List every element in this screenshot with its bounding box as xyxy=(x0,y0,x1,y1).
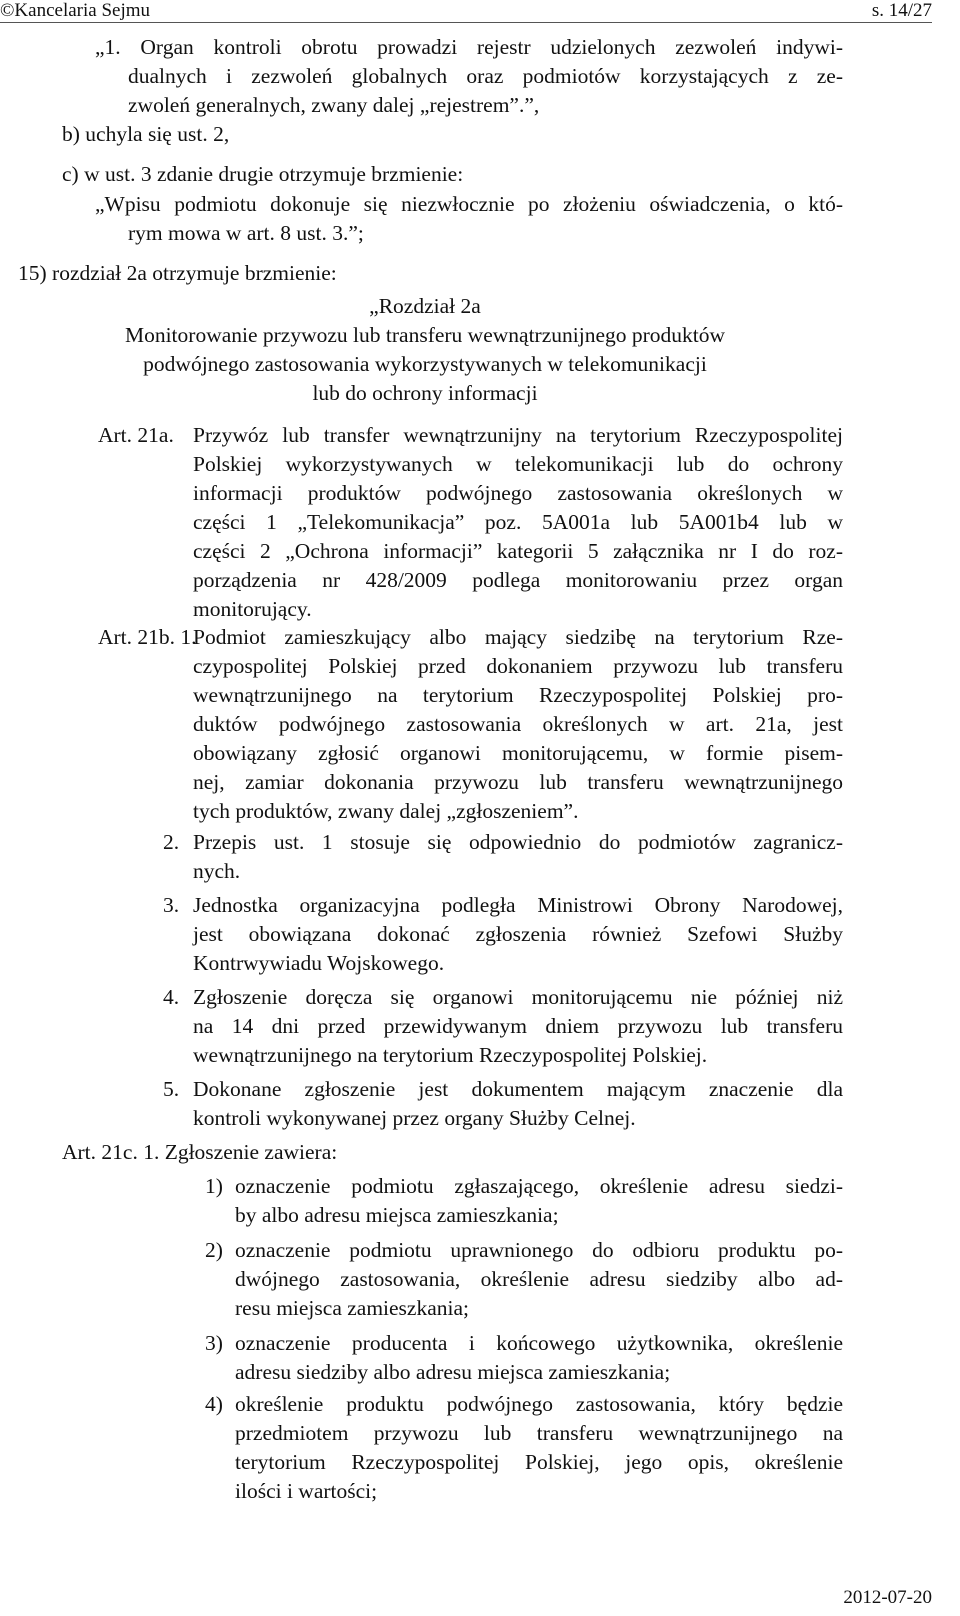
header-page-number: s. 14/27 xyxy=(871,0,932,21)
text-line: by albo adresu miejsca zamieszkania; xyxy=(235,1203,559,1227)
art-21b-label: Art. 21b. 1. xyxy=(98,625,197,649)
text-line: podwójnego zastosowania wykorzystywanych w telekomunikacji xyxy=(143,352,707,376)
text-line: nych. xyxy=(193,859,241,883)
text-line: wewnątrzunijnego na terytorium Rzeczypospolitej Polskiej pro- xyxy=(193,683,843,707)
text-line: „Wpisu podmiotu dokonuje się niezwłocznie po złożeniu oświadczenia, o któ- xyxy=(95,192,843,216)
point-c-quote xyxy=(95,190,843,248)
text-line: adresu siedziby albo adresu miejsca zamieszkania; xyxy=(235,1360,671,1384)
text-line: na 14 dni przed przewidywanym dniem przywozu lub transferu xyxy=(193,1014,843,1038)
list-item xyxy=(235,1236,843,1323)
art-21b-ust-3 xyxy=(193,891,843,978)
text-line: Monitorowanie przywozu lub transferu wewnątrzunijnego produktów xyxy=(124,323,726,347)
text-line: określenie produktu podwójnego zastosowania, który będzie xyxy=(235,1392,843,1416)
footer-date: 2012-07-20 xyxy=(843,1587,932,1608)
text-line: oznaczenie podmiotu zgłaszającego, określenie adresu siedzi- xyxy=(235,1174,843,1198)
point-15: 15) rozdział 2a otrzymuje brzmienie: xyxy=(18,261,337,285)
text-line: ilości i wartości; xyxy=(235,1479,378,1503)
text-line: tych produktów, zwany dalej „zgłoszeniem”. xyxy=(193,799,579,823)
text-line: Kontrwywiadu Wojskowego. xyxy=(193,951,445,975)
text-line: nej, zamiar dokonania przywozu lub transferu wewnątrzunijnego xyxy=(193,770,843,794)
list-item-2-num: 2) xyxy=(205,1238,223,1262)
text-line: dualnych i zezwoleń globalnych oraz podmiotów korzystających z ze- xyxy=(128,64,843,88)
text-line: Dokonane zgłoszenie jest dokumentem mającym znaczenie dla xyxy=(193,1077,843,1101)
text-line: Polskiej wykorzystywanych w telekomunikacji lub do ochrony xyxy=(193,452,843,476)
art-21a-label: Art. 21a. xyxy=(98,423,174,447)
art-21b-ust-5-num: 5. xyxy=(163,1077,180,1101)
art-21b-ust-3-num: 3. xyxy=(163,893,180,917)
header-divider xyxy=(0,22,932,23)
point-b: b) uchyla się ust. 2, xyxy=(62,122,230,146)
text-line: obowiązany zgłosić organowi monitorującemu, w formie pisem- xyxy=(193,741,843,765)
art-21a-text xyxy=(193,421,843,624)
quoted-paragraph-1 xyxy=(95,33,843,120)
text-line: „1. Organ kontroli obrotu prowadzi rejestr udzielonych zezwoleń indywi- xyxy=(95,35,843,59)
list-item-4-num: 4) xyxy=(205,1392,223,1416)
text-line: monitorujący. xyxy=(193,597,312,621)
text-line: kontroli wykonywanej przez organy Służby Celnej. xyxy=(193,1106,636,1130)
list-item xyxy=(235,1172,843,1230)
text-line: Przepis ust. 1 stosuje się odpowiednio do podmiotów zagranicz- xyxy=(193,830,843,854)
text-line: informacji produktów podwójnego zastosowania określonych w xyxy=(193,481,843,505)
text-line: zwoleń generalnych, zwany dalej „rejestrem”.”, xyxy=(128,93,540,117)
text-line: dwójnego zastosowania, określenie adresu siedziby albo ad- xyxy=(235,1267,843,1291)
text-line: oznaczenie producenta i końcowego użytkownika, określenie xyxy=(235,1331,843,1355)
list-item-3-num: 3) xyxy=(205,1331,223,1355)
text-line: jest obowiązana dokonać zgłoszenia również Szefowi Służby xyxy=(193,922,843,946)
list-item xyxy=(235,1329,843,1387)
text-line: wewnątrzunijnego na terytorium Rzeczypospolitej Polskiej. xyxy=(193,1043,708,1067)
text-line: rym mowa w art. 8 ust. 3.”; xyxy=(128,221,364,245)
art-21b-ust-1 xyxy=(193,623,843,826)
text-line: części 1 „Telekomunikacja” poz. 5A001a lub 5A001b4 lub w xyxy=(193,510,843,534)
text-line: duktów podwójnego zastosowania określonych w art. 21a, jest xyxy=(193,712,843,736)
text-line: oznaczenie podmiotu uprawnionego do odbioru produktu po- xyxy=(235,1238,843,1262)
text-line: Podmiot zamieszkujący albo mający siedzibę na terytorium Rze- xyxy=(193,625,843,649)
art-21b-ust-5 xyxy=(193,1075,843,1133)
text-line: Przywóz lub transfer wewnątrzunijny na terytorium Rzeczypospolitej xyxy=(193,423,843,447)
text-line: części 2 „Ochrona informacji” kategorii 5 załącznika nr I do roz- xyxy=(193,539,843,563)
chapter-title: „Rozdział 2a xyxy=(369,294,481,318)
art-21b-ust-2 xyxy=(193,828,843,886)
text-line: przedmiotem przywozu lub transferu wewnątrzunijnego na xyxy=(235,1421,843,1445)
list-item-1-num: 1) xyxy=(205,1174,223,1198)
text-line: terytorium Rzeczypospolitej Polskiej, jego opis, określenie xyxy=(235,1450,843,1474)
point-c: c) w ust. 3 zdanie drugie otrzymuje brzmienie: xyxy=(62,162,464,186)
chapter-subtitle xyxy=(0,321,850,408)
text-line: porządzenia nr 428/2009 podlega monitorowaniu przez organ xyxy=(193,568,843,592)
art-21b-ust-4 xyxy=(193,983,843,1070)
art-21b-ust-4-num: 4. xyxy=(163,985,180,1009)
art-21b-ust-2-num: 2. xyxy=(163,830,180,854)
text-line: lub do ochrony informacji xyxy=(312,381,538,405)
art-21c: Art. 21c. 1. Zgłoszenie zawiera: xyxy=(62,1140,338,1164)
list-item xyxy=(235,1390,843,1506)
text-line: Jednostka organizacyjna podległa Ministrowi Obrony Narodowej, xyxy=(193,893,843,917)
text-line: resu miejsca zamieszkania; xyxy=(235,1296,470,1320)
text-line: Zgłoszenie doręcza się organowi monitorującemu nie później niż xyxy=(193,985,843,1009)
header-copyright: ©Kancelaria Sejmu xyxy=(0,0,151,21)
text-line: czypospolitej Polskiej przed dokonaniem przywozu lub transferu xyxy=(193,654,843,678)
